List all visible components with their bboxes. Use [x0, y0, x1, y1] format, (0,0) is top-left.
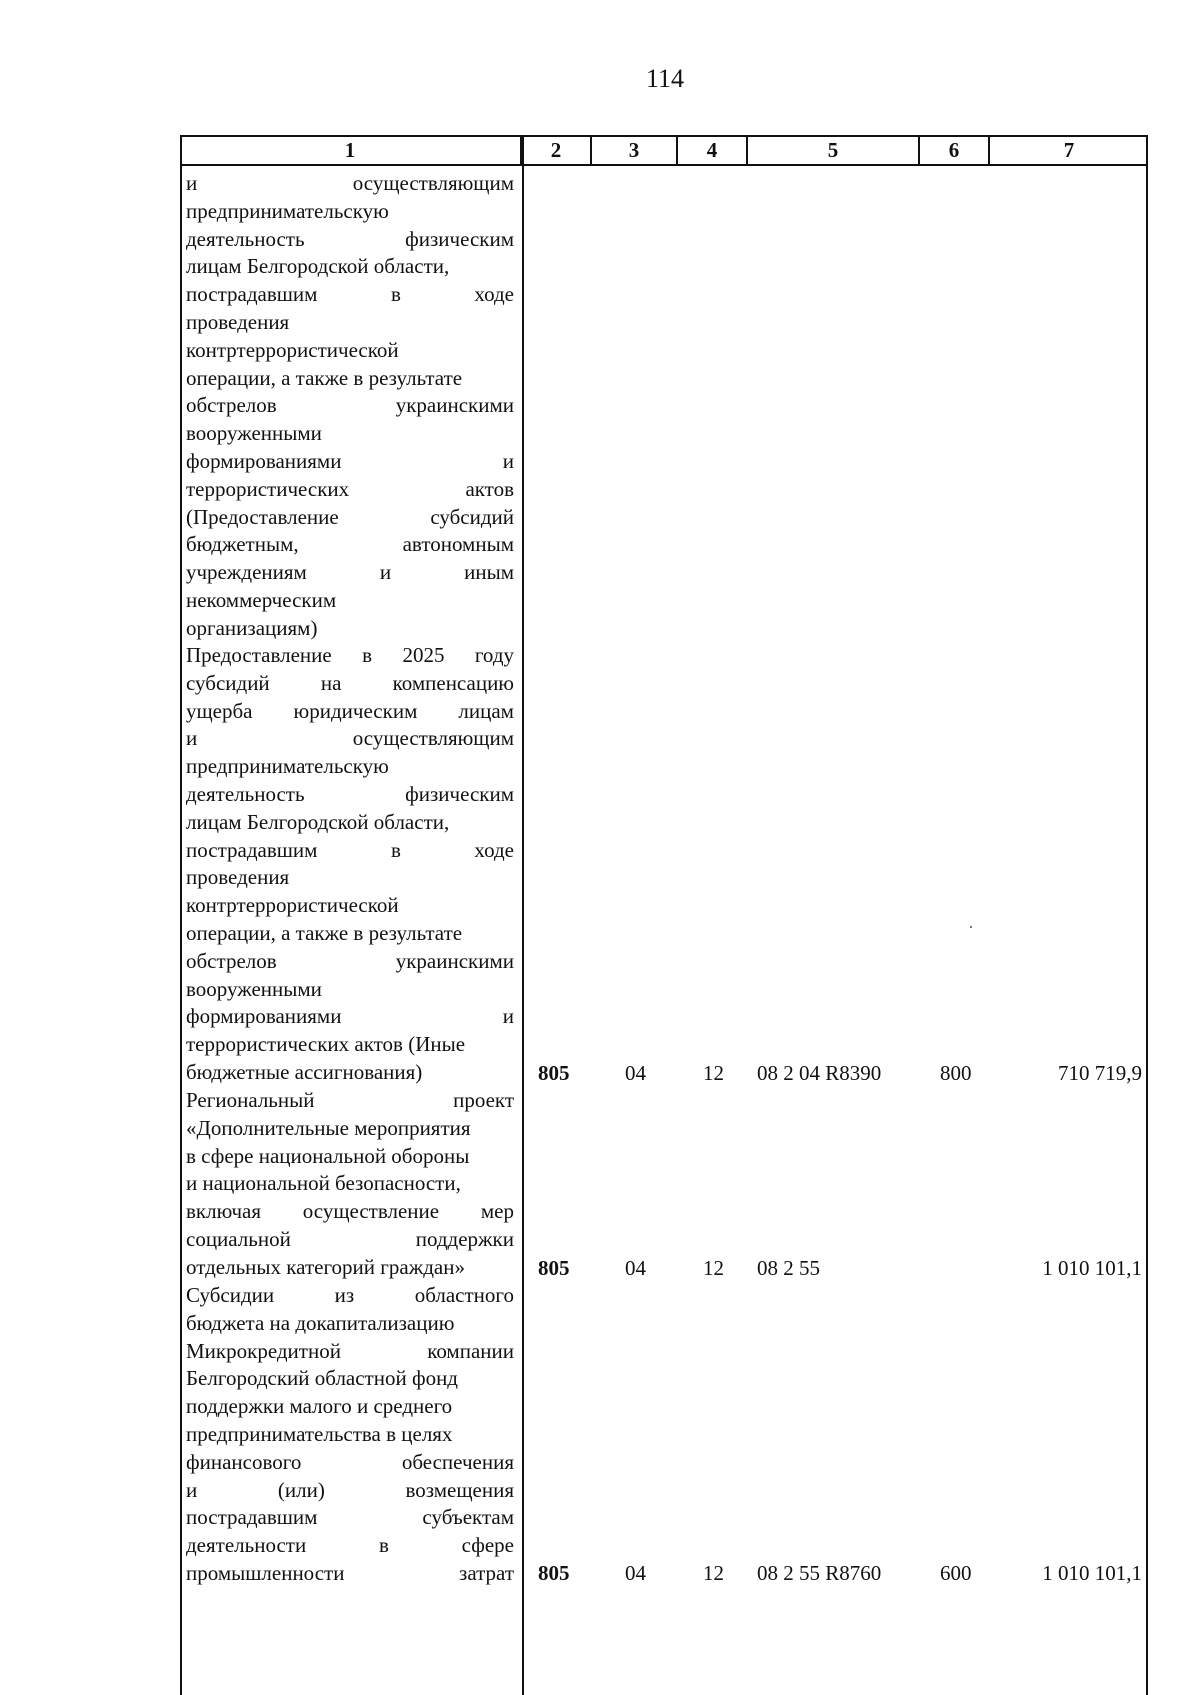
description-line [186, 976, 514, 1004]
description-word: осуществляющим [352, 171, 514, 195]
description-line [186, 1560, 514, 1588]
row-2-col-4: 12 [703, 1256, 724, 1280]
description-word: бюджета на докапитализацию [186, 1310, 455, 1335]
row-3-col-4: 12 [703, 1561, 724, 1585]
description-word: формированиями [186, 448, 342, 473]
description-word: деятельность [186, 226, 305, 251]
description-line [186, 587, 514, 615]
header-col-3: 3 [592, 137, 678, 164]
description-line [186, 642, 514, 670]
description-word: учреждениям [186, 560, 307, 585]
description-word: возмещения [405, 1477, 514, 1502]
description-word: и национальной безопасности, [186, 1171, 461, 1196]
description-line [186, 615, 514, 643]
row-2-col-2: 805 [538, 1256, 570, 1280]
description-line [186, 670, 514, 698]
description-word: поддержки малого и среднего [186, 1394, 453, 1419]
description-word: автономным [402, 532, 514, 557]
description-word: в [378, 1533, 389, 1558]
description-word: деятельности [186, 1533, 307, 1558]
description-line [186, 476, 514, 504]
description-word: ущерба [186, 698, 253, 723]
description-line [186, 365, 514, 393]
description-line [186, 1003, 514, 1031]
row-2-col-3: 04 [625, 1256, 646, 1280]
description-word: поддержки [415, 1226, 514, 1251]
description-line [186, 1170, 514, 1198]
description-word: и [186, 171, 198, 195]
description-line [186, 864, 514, 892]
description-word: и [186, 1477, 198, 1502]
row-3-col-3: 04 [625, 1561, 646, 1585]
description-word: из [334, 1283, 355, 1307]
description-word: в [390, 282, 401, 307]
column-divider [522, 135, 524, 1695]
description-word: юридическим [293, 698, 418, 723]
description-line [186, 1310, 514, 1338]
description-line [186, 1393, 514, 1421]
description-word: в [362, 643, 373, 667]
description-word: обстрелов [186, 393, 277, 418]
description-word: пострадавшим [186, 1505, 318, 1530]
description-line [186, 781, 514, 809]
description-word: и [186, 726, 198, 751]
description-word: (или) [277, 1477, 325, 1502]
row-3-col-2: 805 [538, 1561, 570, 1585]
description-word: предпринимательства в целях [186, 1421, 453, 1446]
description-word: в [390, 837, 401, 862]
row-1-col-4: 12 [703, 1061, 724, 1085]
description-word: операции, а также в результате [186, 920, 463, 945]
continuation-description [186, 170, 514, 643]
description-line [186, 1365, 514, 1393]
description-word: контртеррористической [186, 893, 399, 918]
description-line [186, 1198, 514, 1226]
row-2-col-5: 08 2 55 [757, 1256, 820, 1280]
description-line [186, 1421, 514, 1449]
description-word: украинскими [395, 948, 514, 973]
description-word: иным [464, 560, 514, 585]
description-word: физическим [405, 226, 514, 251]
description-word: в сфере национальной обороны [186, 1143, 470, 1168]
description-word: Предоставление [186, 643, 332, 667]
scan-speck [970, 926, 972, 928]
description-line [186, 725, 514, 753]
description-line [186, 1338, 514, 1366]
description-word: бюджетным, [186, 532, 299, 557]
description-word: компании [427, 1338, 514, 1363]
description-line [186, 392, 514, 420]
header-col-7: 7 [1063, 138, 1075, 162]
description-word: вооруженными [186, 421, 322, 446]
description-word: и [502, 1004, 514, 1029]
description-word: ходе [474, 837, 514, 862]
description-line [186, 809, 514, 837]
description-word: областного [414, 1283, 514, 1307]
description-word: Субсидии [186, 1283, 275, 1307]
description-word: социальной [186, 1226, 291, 1251]
description-line [186, 1115, 514, 1143]
description-word: операции, а также в результате [186, 365, 463, 390]
description-word: некоммерческим [186, 587, 337, 612]
row-2-description [186, 1087, 514, 1282]
description-line [186, 753, 514, 781]
description-word: (Предоставление [186, 504, 339, 529]
description-line [186, 531, 514, 559]
description-line [186, 559, 514, 587]
description-word: пострадавшим [186, 282, 318, 307]
description-word: обстрелов [186, 948, 277, 973]
description-line [186, 1087, 514, 1115]
description-word: лицам Белгородской области, [186, 254, 450, 279]
description-word: проведения [186, 309, 290, 334]
description-line [186, 1504, 514, 1532]
description-word: террористических актов (Иные [186, 1032, 466, 1057]
header-col-5: 5 [748, 137, 920, 164]
description-line [186, 226, 514, 254]
row-1-col-7: 710 719,9 [1058, 1061, 1142, 1085]
description-word: субсидий [430, 504, 514, 529]
row-1-col-3: 04 [625, 1061, 646, 1085]
row-1-col-5: 08 2 04 R8390 [757, 1061, 882, 1085]
description-word: предпринимательскую [186, 198, 389, 223]
description-line [186, 920, 514, 948]
description-word: субсидий [186, 670, 270, 695]
header-col-4: 4 [678, 137, 748, 164]
description-line [186, 1226, 514, 1254]
description-line [186, 1143, 514, 1171]
description-word: формированиями [186, 1004, 342, 1029]
row-1-col-6: 800 [940, 1061, 972, 1085]
description-word: на [320, 670, 342, 695]
description-line [186, 420, 514, 448]
description-line [186, 837, 514, 865]
row-2-col-7: 1 010 101,1 [1042, 1256, 1142, 1280]
description-line [186, 253, 514, 281]
row-3-col-6: 600 [940, 1561, 972, 1585]
description-word: субъектам [422, 1505, 514, 1530]
description-word: бюджетные ассигнования) [186, 1059, 423, 1084]
row-3-col-7: 1 010 101,1 [1042, 1561, 1142, 1585]
description-line [186, 1282, 514, 1310]
description-word: осуществление [302, 1199, 440, 1224]
description-line [186, 170, 514, 198]
header-col-2: 2 [522, 137, 592, 164]
row-3-description [186, 1282, 514, 1588]
description-line [186, 337, 514, 365]
description-line [186, 448, 514, 476]
description-line [186, 198, 514, 226]
description-line [186, 281, 514, 309]
description-word: организациям) [186, 615, 318, 640]
description-word: обеспечения [401, 1449, 514, 1474]
description-word: украинскими [395, 393, 514, 418]
description-word: 2025 [402, 643, 445, 667]
description-line [186, 1532, 514, 1560]
description-line [186, 1449, 514, 1477]
description-word: актов [465, 476, 514, 501]
description-word: Микрокредитной [186, 1338, 341, 1363]
description-line [186, 1254, 514, 1282]
description-word: Региональный [186, 1088, 315, 1112]
table-header-row [180, 135, 1148, 166]
description-word: проект [453, 1088, 514, 1112]
row-1-col-2: 805 [538, 1061, 570, 1085]
description-word: включая [186, 1199, 262, 1224]
description-line [186, 504, 514, 532]
description-word: террористических [186, 476, 350, 501]
description-line [186, 309, 514, 337]
header-col-1: 1 [180, 137, 522, 164]
description-word: затрат [459, 1560, 514, 1585]
description-word: контртеррористической [186, 337, 399, 362]
description-word: сфере [461, 1533, 514, 1558]
description-word: вооруженными [186, 976, 322, 1001]
description-line [186, 948, 514, 976]
header-col-6: 6 [920, 137, 990, 164]
description-word: компенсацию [392, 670, 514, 695]
description-word: проведения [186, 865, 290, 890]
row-3-col-5: 08 2 55 R8760 [757, 1561, 882, 1585]
description-word: ходе [474, 282, 514, 307]
description-word: лицам [458, 698, 514, 723]
description-line [186, 698, 514, 726]
description-word: осуществляющим [352, 726, 514, 751]
description-line [186, 1059, 514, 1087]
description-word: и [502, 448, 514, 473]
description-word: и [379, 560, 392, 585]
description-line [186, 1031, 514, 1059]
description-line [186, 892, 514, 920]
description-word: «Дополнительные мероприятия [186, 1115, 471, 1140]
description-word: году [474, 643, 514, 667]
description-word: лицам Белгородской области, [186, 809, 450, 834]
description-word: финансового [186, 1449, 302, 1474]
description-word: мер [480, 1199, 514, 1224]
row-1-description [186, 642, 514, 1087]
description-word: промышленности [186, 1560, 345, 1585]
description-word: пострадавшим [186, 837, 318, 862]
description-word: Белгородский областной фонд [186, 1366, 458, 1391]
description-line [186, 1477, 514, 1505]
page-number: 114 [645, 64, 685, 93]
description-word: деятельность [186, 781, 305, 806]
description-word: предпринимательскую [186, 754, 389, 779]
description-word: отдельных категорий граждан» [186, 1254, 465, 1279]
description-word: физическим [405, 781, 514, 806]
